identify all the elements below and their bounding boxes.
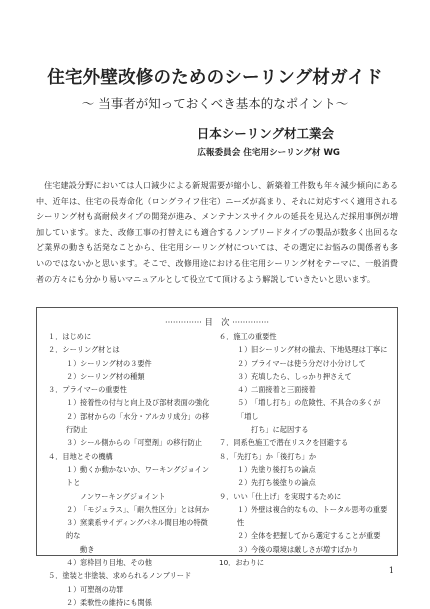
toc-subsection-text: 接着性の付与と向上及び部材表面の強化 <box>80 398 210 408</box>
toc-subsection-number: ２） <box>66 504 81 514</box>
toc-subsection-text: 充填したら、しっかり押さえて <box>251 371 352 381</box>
toc-subsection <box>215 476 393 489</box>
toc-section-label: ８．「先打ち」か「後打ち」か <box>219 451 317 461</box>
toc-subsection-number: １） <box>66 584 81 594</box>
toc-subsection <box>44 370 212 383</box>
department-name: 広報委員会 住宅用シーリング材 WG <box>197 148 340 158</box>
toc-subsection-number: ２） <box>66 597 81 607</box>
toc-section <box>215 490 393 556</box>
toc-subsection-text: 二面接着と三面接着 <box>251 385 316 395</box>
toc-subsection <box>44 556 212 569</box>
toc-subsection-number: ３） <box>237 544 252 554</box>
toc-subsection-text: シーリング材の３要件 <box>80 358 152 368</box>
toc-section <box>44 330 212 343</box>
toc-section <box>44 383 212 449</box>
toc-subsection-text: 窓枠回り目地、その他 <box>80 558 152 568</box>
toc-subsection <box>44 596 212 609</box>
toc-subsection-text: 窯業系サイディングパネル間目地の特徴的な <box>66 518 208 541</box>
toc-subsection <box>215 396 393 436</box>
toc-section-label: ４．目地とその機構 <box>48 451 113 461</box>
toc-subsection-text: 今後の環境は厳しさが増すばかり <box>251 544 359 554</box>
toc-section <box>215 556 393 569</box>
toc-section <box>215 450 393 490</box>
toc-section-label: ７．同系色施工で潜在リスクを回避する <box>219 438 349 448</box>
toc-subsection-number: ４） <box>66 558 81 568</box>
toc-subsection <box>44 583 212 596</box>
document-title: 住宅外壁改修のためのシーリング材ガイド <box>47 68 383 88</box>
toc-subsection <box>215 383 393 396</box>
intro-paragraph: 住宅建設分野においては人口減少による新規需要が縮小し、新築着工件数も年々減少傾向にある中、近年は、住宅の長寿命化（ロングライフ住宅）ニーズが高まり、それに対応すべく適用されるシーリング材も高耐候タイプの開発が進み、メンテナンスサイクルの延長を見込んだ採用事例が増加しています。また、改修工事の打替えにも適合するノンブリードタイプの製品が数多く出回るなど業界の動きも活発なことから、住宅用シーリング材については、その選定にお悩みの関係者も多いのではないかと思います。そこで、改修用途における住宅用シーリング材をテーマに、一般消費者の方々にも分かり易いマニュアルとして役立てて頂けるよう解説していきたいと思います。 <box>36 180 398 284</box>
toc-subsection-text: 先塗り後打ちの論点 <box>251 464 316 474</box>
toc-section <box>44 569 212 609</box>
document-subtitle: 〜 当事者が知っておくべき基本的なポイント〜 <box>81 96 349 111</box>
toc-section-label: ３．プライマーの重要性 <box>48 385 127 395</box>
toc-subsection-text: 部材からの「水分・アルカリ成分」の移行防止 <box>66 411 210 435</box>
toc-subsection-text: 先打ち後塗りの論点 <box>251 478 316 488</box>
toc-subsection-text: 柔軟性の維持にも関係 <box>80 597 152 607</box>
toc-subsection-number: ５） <box>237 398 252 408</box>
toc-section-label: ２．シーリング材とは <box>48 345 120 355</box>
toc-section-label: １．はじめに <box>48 332 92 341</box>
toc-section-label: ９．いい「仕上げ」を実現するために <box>219 491 342 501</box>
toc-subsection-text: 動き <box>80 544 95 554</box>
toc-subsection <box>215 529 393 542</box>
toc-section <box>44 343 212 383</box>
toc-subsection-number: １） <box>237 504 252 514</box>
toc-subsection <box>44 463 212 503</box>
toc-subsection <box>44 396 212 409</box>
page-number: 1 <box>388 566 394 575</box>
toc-subsection-number: １） <box>66 398 81 408</box>
toc-subsection-number: ２） <box>66 411 81 421</box>
toc-subsection <box>44 503 212 516</box>
toc-subsection-number: １） <box>237 345 252 355</box>
toc-section <box>44 450 212 570</box>
toc-subsection <box>215 370 393 383</box>
toc-subsection-text: 動くか動かないか、ワーキングジョイントと <box>66 464 210 488</box>
toc-subsection-number: １） <box>237 464 252 474</box>
toc-subsection <box>44 410 212 437</box>
toc-section-label: ６．施工の重要性 <box>219 332 277 341</box>
toc-right-column <box>215 330 393 569</box>
toc-subsection <box>44 436 212 449</box>
toc-subsection-number: ４） <box>237 385 252 395</box>
toc-section <box>215 330 393 436</box>
toc-subsection <box>215 343 393 356</box>
toc-left-column <box>44 330 212 609</box>
toc-subsection-number: ３） <box>66 518 81 528</box>
toc-subsection-text: 「増し打ち」の危険性、不具合の多くが「増し <box>237 398 381 421</box>
toc-subsection-text: 全体を把握してから選定することが重要 <box>251 531 381 541</box>
toc-subsection <box>215 503 393 530</box>
organization-name: 日本シーリング材工業会 <box>196 126 334 141</box>
toc-subsection <box>215 543 393 556</box>
toc-section-label: 10．おわりに <box>219 558 265 568</box>
toc-subsection-number: ２） <box>237 478 252 488</box>
toc-subsection <box>215 357 393 370</box>
toc-section-label: ５．塗装と非塗装、求められるノンブリード <box>48 571 192 581</box>
toc-subsection-text: 「モジュラス」、「耐久性区分」とは何か <box>80 504 210 514</box>
toc-heading: ·············· 目 次 ·············· <box>164 317 269 327</box>
toc-subsection-number: ２） <box>237 531 252 541</box>
toc-section <box>215 436 393 449</box>
toc-subsection-number: ２） <box>66 371 81 381</box>
toc-subsection-text: ノンワーキングジョイント <box>80 491 166 501</box>
toc-subsection-text: 打ち」に起因する <box>251 425 309 435</box>
toc-subsection <box>215 463 393 476</box>
toc-subsection-number: ３） <box>66 438 81 448</box>
toc-subsection-number: １） <box>66 358 81 368</box>
toc-subsection-text: プライマーは使う分だけ小分けして <box>251 358 366 368</box>
toc-subsection-text: 外壁は複合的なもの、トータル思考の重要性 <box>237 504 388 528</box>
toc-subsection-number: １） <box>66 464 81 474</box>
toc-subsection <box>44 357 212 370</box>
toc-subsection <box>44 516 212 556</box>
toc-subsection-text: シーリング材の種類 <box>80 371 145 381</box>
toc-subsection-text: 可塑剤の功罪 <box>80 584 124 594</box>
toc-subsection-text: 旧シーリング材の撤去、下地処理は丁寧に <box>251 345 388 355</box>
table-of-contents <box>36 307 398 607</box>
toc-subsection-number: ３） <box>237 371 252 381</box>
toc-subsection-number: ２） <box>237 358 252 368</box>
toc-subsection-text: シール側からの「可塑剤」の移行防止 <box>80 438 203 448</box>
